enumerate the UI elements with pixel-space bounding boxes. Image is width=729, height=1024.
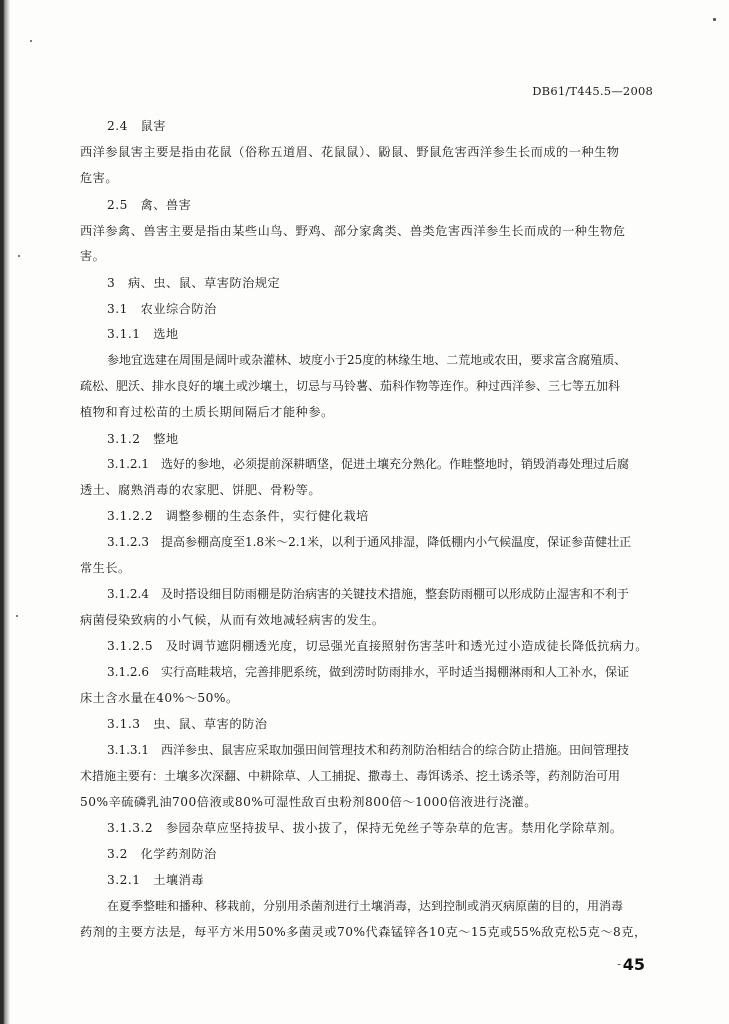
paragraph-line: 常生长。 [80,561,131,575]
section-heading-3-2-1: 3.2.1 土壤消毒 [107,873,204,887]
scan-speck [18,255,20,257]
paragraph-line: 3.1.3.2 参园杂草应坚持拔早、拔小拔了，保持无免丝子等杂草的危害。禁用化学除草剂。 [107,821,623,835]
paragraph-line: 透土、腐熟消毒的农家肥、饼肥、骨粉等。 [80,483,322,497]
paragraph-line: 疏松、肥沃、排水良好的壤土或沙壤土，切忌与马铃薯、茄科作物等连作。种过西洋参、三七等五加科 [80,379,621,393]
paragraph-line: 3.1.2.4 及时搭设细目防雨棚是防治病害的关键技术措施，整套防雨棚可以形成防止湿害和不利于 [107,587,629,601]
paragraph-line: 参地宜选建在周围是阔叶或杂灌林、坡度小于25度的林缘生地、二荒地或农田，要求富含腐殖质、 [107,353,627,367]
paragraph-line: 50%辛硫磷乳油700倍液或80%可湿性敌百虫粉剂800倍～1000倍液进行浇灌。 [80,795,537,809]
paragraph-line: 病菌侵染致病的小气候，从而有效地减轻病害的发生。 [80,613,385,627]
paragraph-line: 3.1.2.5 及时调节遮阴棚透光度，切忌强光直接照射伤害茎叶和透光过小造成徒长降低抗病力。 [107,639,648,653]
paragraph-line: 危害。 [80,171,119,185]
paragraph-line: 西洋参鼠害主要是指由花鼠（俗称五道眉、花鼠鼠）、鼢鼠、野鼠危害西洋参生长而成的一种生物 [80,145,620,159]
section-heading-2-4: 2.4 鼠害 [107,119,166,133]
page-number: 45 [622,955,645,974]
paragraph-line: 植物和育过松苗的土质长期间隔后才能种参。 [80,405,334,419]
scan-binding-edge [0,0,10,1024]
section-heading-3-1-1: 3.1.1 选地 [107,327,179,341]
paragraph-line: 药剂的主要方法是，每平方米用50%多菌灵或70%代森锰锌各10克～15克或55%敌克松5克～8克， [80,925,647,939]
paragraph-line: 害。 [80,249,106,263]
section-heading-3-1-2: 3.1.2 整地 [107,432,179,446]
section-heading-3-1: 3.1 农业综合防治 [107,302,217,316]
scan-speck [16,615,18,617]
paragraph-line: 在夏季整畦和播种、移栽前，分别用杀菌剂进行土壤消毒，达到控制或消灭病原菌的目的，用消毒 [107,899,624,913]
section-heading-3-1-3: 3.1.3 虫、鼠、草害的防治 [107,717,268,731]
paragraph-line: 西洋参禽、兽害主要是指由某些山鸟、野鸡、部分家禽类、兽类危害西洋参生长而成的一种生物危 [80,224,626,238]
paragraph-line: 3.1.2.6 实行高畦栽培，完善排肥系统，做到涝时防雨排水，平时适当揭棚淋雨和人工补水，保证 [107,665,629,679]
section-heading-3: 3 病、虫、鼠、草害防治规定 [107,276,281,290]
paragraph-line: 术措施主要有：土壤多次深翻、中耕除草、人工捕捉、撒毒土、毒饵诱杀、挖土诱杀等，药剂防治可用 [80,769,621,783]
section-heading-3-2: 3.2 化学药剂防治 [107,847,217,861]
paragraph-line: 3.1.2.2 调整参棚的生态条件，实行健化栽培 [107,509,369,523]
page-number-dash: - [616,957,621,971]
scan-speck [30,40,32,42]
paragraph-line: 3.1.3.1 西洋参虫、鼠害应采取加强田间管理技术和药剂防治相结合的综合防止措施。田间管理技 [107,743,629,757]
section-heading-2-5: 2.5 禽、兽害 [107,198,192,212]
paragraph-line: 床土含水量在40%～50%。 [80,691,239,705]
paragraph-line: 3.1.2.3 提高参棚高度至1.8米～2.1米，以利于通风排湿，降低棚内小气候温度，保证参苗健壮正 [107,535,632,549]
paragraph-line: 3.1.2.1 选好的参地，必须提前深耕晒垡，促进土壤充分熟化。作畦整地时，销毁消毒处理过后腐 [107,457,629,471]
document-code-header: DB61/T445.5—2008 [532,84,653,98]
scan-speck [713,18,716,21]
